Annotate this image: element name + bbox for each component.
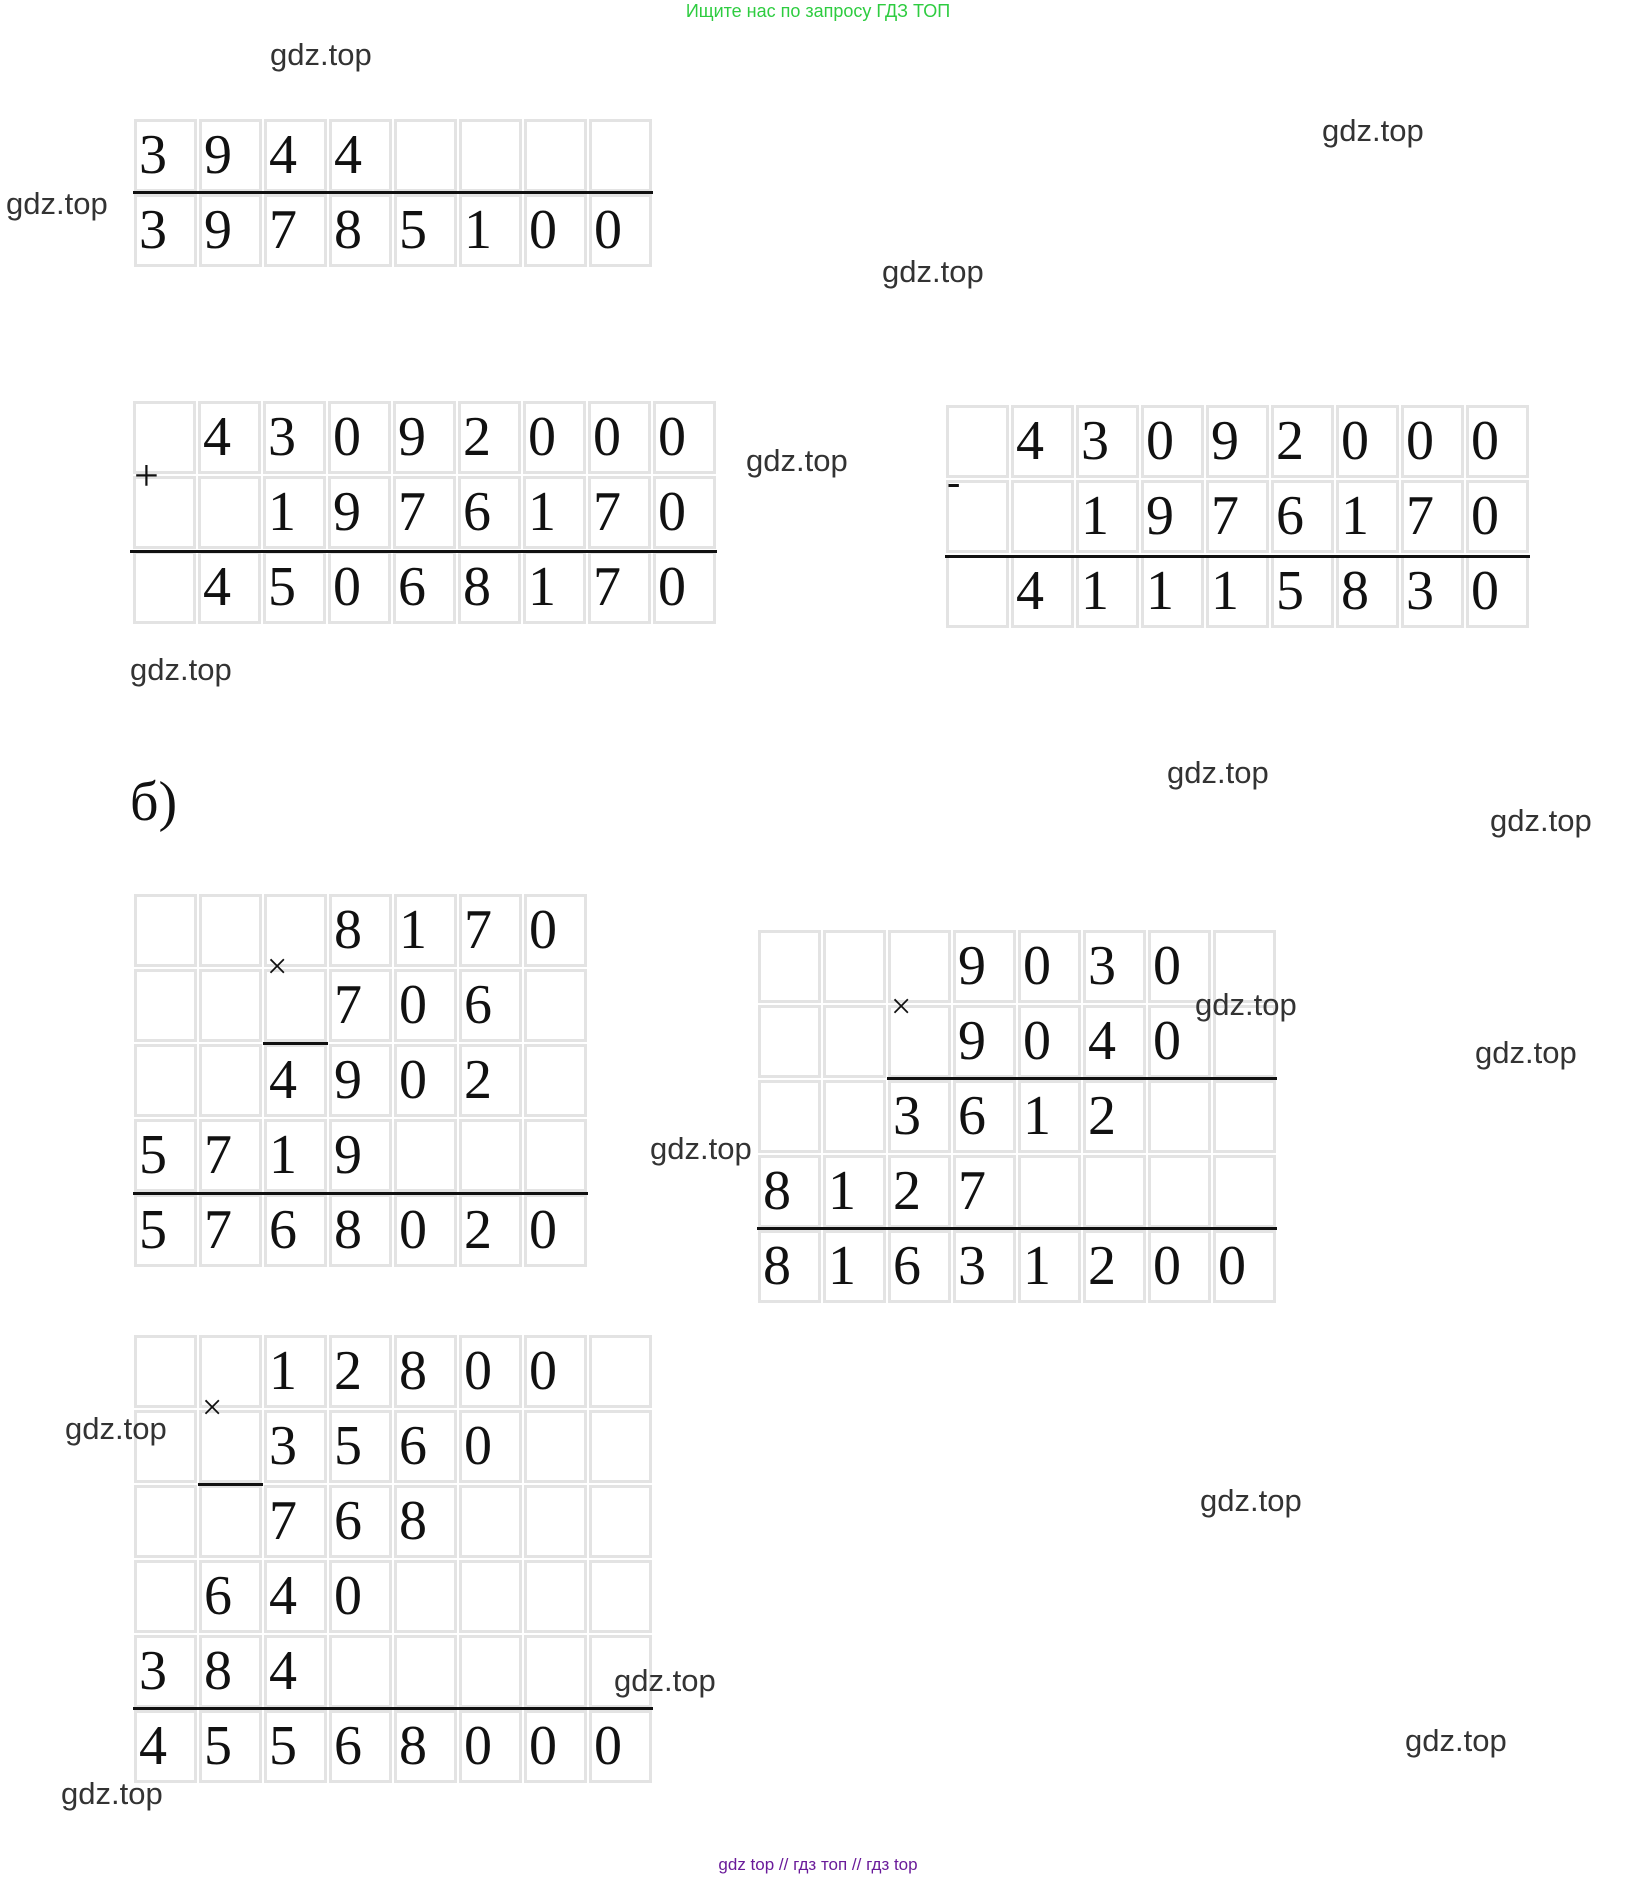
- digit-cell: 9: [393, 401, 456, 474]
- digit-cell: 0: [1213, 1230, 1276, 1303]
- digit-cell: 0: [1148, 1005, 1211, 1078]
- digit-cell: 0: [1336, 405, 1399, 478]
- watermark: gdz.top: [1475, 1035, 1577, 1070]
- digit-cell: [823, 1080, 886, 1153]
- digit-cell: 0: [1401, 405, 1464, 478]
- digit-cell: 1: [823, 1230, 886, 1303]
- digit-cell: 9: [1141, 480, 1204, 553]
- digit-cell: 7: [199, 1194, 262, 1267]
- digit-cell: [134, 1335, 197, 1408]
- digit-cell: 4: [1011, 555, 1074, 628]
- digit-cell: [758, 1080, 821, 1153]
- digit-cell: 8: [329, 894, 392, 967]
- digit-cell: [524, 1410, 587, 1483]
- digit-cell: 8: [329, 194, 392, 267]
- digit-cell: 0: [1466, 555, 1529, 628]
- digit-cell: 4: [264, 1635, 327, 1708]
- digit-cell: 4: [198, 401, 261, 474]
- digit-cell: 6: [458, 476, 521, 549]
- digit-cell: 1: [1141, 555, 1204, 628]
- digit-cell: 0: [524, 894, 587, 967]
- watermark: gdz.top: [746, 443, 848, 478]
- digit-cell: 1: [1018, 1080, 1081, 1153]
- digit-cell: 8: [394, 1710, 457, 1783]
- digit-cell: 4: [264, 1044, 327, 1117]
- digit-cell: 0: [653, 401, 716, 474]
- digit-cell: [589, 1560, 652, 1633]
- subtraction-result-rule: [945, 555, 1530, 558]
- digit-cell: 0: [1466, 405, 1529, 478]
- digit-cell: 1: [1206, 555, 1269, 628]
- digit-cell: 1: [264, 1335, 327, 1408]
- addition-grid: [132, 400, 717, 625]
- digit-cell: 1: [394, 894, 457, 967]
- digit-cell: 9: [199, 119, 262, 192]
- digit-cell: [524, 119, 587, 192]
- digit-cell: 3: [888, 1080, 951, 1153]
- digit-cell: 4: [264, 119, 327, 192]
- digit-cell: 4: [134, 1710, 197, 1783]
- digit-cell: 5: [134, 1194, 197, 1267]
- digit-cell: 7: [588, 551, 651, 624]
- digit-cell: 4: [264, 1560, 327, 1633]
- section-b-label: б): [130, 771, 178, 833]
- digit-cell: [199, 1044, 262, 1117]
- digit-cell: 5: [134, 1119, 197, 1192]
- digit-cell: 6: [264, 1194, 327, 1267]
- multiplication-grid-2: [757, 929, 1277, 1304]
- digit-cell: 7: [264, 194, 327, 267]
- digit-cell: 6: [329, 1710, 392, 1783]
- digit-cell: 0: [524, 1710, 587, 1783]
- digit-cell: 0: [523, 401, 586, 474]
- digit-cell: 7: [1206, 480, 1269, 553]
- watermark: gdz.top: [614, 1663, 716, 1698]
- digit-cell: 2: [1083, 1230, 1146, 1303]
- digit-cell: [524, 1119, 587, 1192]
- digit-cell: [524, 1560, 587, 1633]
- digit-cell: [134, 1485, 197, 1558]
- watermark: gdz.top: [1200, 1483, 1302, 1518]
- digit-cell: 0: [394, 1044, 457, 1117]
- times-sign-2: ×: [891, 986, 912, 1026]
- digit-cell: 0: [459, 1410, 522, 1483]
- mult2-product-rule: [887, 1077, 1277, 1080]
- digit-cell: [198, 476, 261, 549]
- digit-cell: [524, 969, 587, 1042]
- digit-cell: [758, 1005, 821, 1078]
- addition-result-rule: [130, 550, 717, 553]
- digit-cell: 9: [953, 1005, 1016, 1078]
- digit-cell: 0: [589, 194, 652, 267]
- digit-cell: 4: [329, 119, 392, 192]
- watermark: gdz.top: [1322, 113, 1424, 148]
- digit-cell: [1213, 1080, 1276, 1153]
- digit-cell: 1: [1076, 480, 1139, 553]
- digit-cell: [134, 1044, 197, 1117]
- digit-cell: 5: [199, 1710, 262, 1783]
- digit-cell: [199, 1485, 262, 1558]
- digit-cell: 2: [459, 1044, 522, 1117]
- watermark: gdz.top: [130, 652, 232, 687]
- digit-cell: 1: [523, 551, 586, 624]
- digit-cell: 1: [1336, 480, 1399, 553]
- digit-cell: 0: [394, 1194, 457, 1267]
- digit-cell: 0: [1148, 930, 1211, 1003]
- digit-cell: 1: [459, 194, 522, 267]
- digit-cell: [589, 119, 652, 192]
- digit-cell: 5: [263, 551, 326, 624]
- digit-cell: 1: [264, 1119, 327, 1192]
- plus-sign: +: [134, 451, 159, 500]
- watermark: gdz.top: [650, 1131, 752, 1166]
- digit-cell: 2: [1271, 405, 1334, 478]
- digit-cell: [524, 1635, 587, 1708]
- watermark: gdz.top: [61, 1776, 163, 1811]
- digit-cell: [459, 119, 522, 192]
- digit-cell: 6: [1271, 480, 1334, 553]
- digit-cell: 3: [134, 1635, 197, 1708]
- digit-cell: 0: [1148, 1230, 1211, 1303]
- digit-cell: 8: [1336, 555, 1399, 628]
- digit-cell: [394, 1560, 457, 1633]
- mult1-operator-rule: [263, 1042, 328, 1045]
- times-sign-1: ×: [267, 946, 288, 986]
- digit-cell: 0: [1466, 480, 1529, 553]
- digit-cell: [1083, 1155, 1146, 1228]
- digit-cell: [1213, 1155, 1276, 1228]
- watermark: gdz.top: [1490, 803, 1592, 838]
- digit-cell: 6: [888, 1230, 951, 1303]
- digit-cell: [394, 1635, 457, 1708]
- digit-cell: 0: [329, 1560, 392, 1633]
- digit-cell: 9: [199, 194, 262, 267]
- digit-cell: [1011, 480, 1074, 553]
- mult3-result-rule: [133, 1707, 653, 1710]
- digit-cell: 8: [199, 1635, 262, 1708]
- digit-cell: 4: [1083, 1005, 1146, 1078]
- digit-cell: 3: [134, 194, 197, 267]
- digit-cell: [459, 1635, 522, 1708]
- mult3-operator-rule: [198, 1483, 263, 1486]
- digit-cell: 5: [394, 194, 457, 267]
- mult2-result-rule: [757, 1227, 1277, 1230]
- subtraction-grid: [945, 404, 1530, 629]
- digit-cell: [524, 1485, 587, 1558]
- watermark: gdz.top: [270, 37, 372, 72]
- footer-note: gdz top // гдз топ // гдз top: [718, 1855, 918, 1874]
- digit-cell: 7: [329, 969, 392, 1042]
- digit-cell: 8: [758, 1155, 821, 1228]
- digit-cell: [394, 1119, 457, 1192]
- digit-cell: 9: [329, 1044, 392, 1117]
- digit-cell: 0: [588, 401, 651, 474]
- digit-cell: [134, 969, 197, 1042]
- digit-cell: 1: [523, 476, 586, 549]
- digit-cell: 1: [1076, 555, 1139, 628]
- digit-cell: 7: [459, 894, 522, 967]
- digit-cell: 0: [328, 401, 391, 474]
- digit-cell: 9: [1206, 405, 1269, 478]
- header-note: Ищите нас по запросу ГДЗ ТОП: [685, 1, 951, 21]
- digit-cell: 0: [328, 551, 391, 624]
- digit-cell: 1: [263, 476, 326, 549]
- digit-cell: 9: [328, 476, 391, 549]
- division-rule: [133, 191, 653, 194]
- mult1-result-rule: [133, 1192, 588, 1195]
- digit-cell: 4: [198, 551, 261, 624]
- digit-cell: 6: [459, 969, 522, 1042]
- digit-cell: 3: [1076, 405, 1139, 478]
- digit-cell: 3: [263, 401, 326, 474]
- digit-cell: 0: [589, 1710, 652, 1783]
- watermark: gdz.top: [65, 1411, 167, 1446]
- times-sign-3: ×: [202, 1387, 223, 1427]
- digit-cell: 7: [264, 1485, 327, 1558]
- digit-cell: 0: [394, 969, 457, 1042]
- digit-cell: [329, 1635, 392, 1708]
- digit-cell: 0: [1141, 405, 1204, 478]
- digit-cell: 2: [888, 1155, 951, 1228]
- watermark: gdz.top: [6, 186, 108, 221]
- digit-cell: 6: [199, 1560, 262, 1633]
- digit-cell: 8: [458, 551, 521, 624]
- digit-cell: 7: [199, 1119, 262, 1192]
- digit-cell: 0: [524, 194, 587, 267]
- watermark: gdz.top: [1405, 1723, 1507, 1758]
- digit-cell: 7: [588, 476, 651, 549]
- digit-cell: [134, 894, 197, 967]
- digit-cell: 0: [1018, 1005, 1081, 1078]
- digit-cell: [758, 930, 821, 1003]
- digit-cell: 3: [264, 1410, 327, 1483]
- digit-cell: 7: [393, 476, 456, 549]
- minus-sign: -: [947, 459, 961, 504]
- watermark: gdz.top: [1167, 755, 1269, 790]
- digit-cell: [394, 119, 457, 192]
- watermark: gdz.top: [1195, 987, 1297, 1022]
- digit-cell: [459, 1485, 522, 1558]
- digit-cell: 6: [393, 551, 456, 624]
- digit-cell: 7: [1401, 480, 1464, 553]
- digit-cell: 0: [653, 476, 716, 549]
- digit-cell: [1018, 1155, 1081, 1228]
- digit-cell: 0: [459, 1710, 522, 1783]
- digit-cell: 5: [329, 1410, 392, 1483]
- digit-cell: 1: [823, 1155, 886, 1228]
- digit-cell: [199, 969, 262, 1042]
- digit-cell: [459, 1560, 522, 1633]
- multiplication-grid-1: [133, 893, 588, 1268]
- digit-cell: [199, 894, 262, 967]
- digit-cell: 3: [1083, 930, 1146, 1003]
- digit-cell: [823, 1005, 886, 1078]
- digit-cell: 2: [458, 401, 521, 474]
- digit-cell: 4: [1011, 405, 1074, 478]
- digit-cell: [589, 1485, 652, 1558]
- digit-cell: 0: [459, 1335, 522, 1408]
- digit-cell: 3: [953, 1230, 1016, 1303]
- digit-cell: 0: [653, 551, 716, 624]
- watermark: gdz.top: [882, 254, 984, 289]
- digit-cell: 8: [758, 1230, 821, 1303]
- digit-cell: 1: [1018, 1230, 1081, 1303]
- digit-cell: [133, 551, 196, 624]
- digit-cell: [524, 1044, 587, 1117]
- digit-cell: 8: [394, 1335, 457, 1408]
- digit-cell: 3: [134, 119, 197, 192]
- digit-cell: 2: [1083, 1080, 1146, 1153]
- digit-cell: 0: [524, 1335, 587, 1408]
- digit-cell: 3: [1401, 555, 1464, 628]
- digit-cell: 0: [1018, 930, 1081, 1003]
- digit-cell: 5: [1271, 555, 1334, 628]
- digit-cell: 9: [953, 930, 1016, 1003]
- digit-cell: [1148, 1155, 1211, 1228]
- digit-cell: [134, 1560, 197, 1633]
- digit-cell: [1148, 1080, 1211, 1153]
- digit-cell: 6: [329, 1485, 392, 1558]
- digit-cell: 6: [953, 1080, 1016, 1153]
- digit-cell: 2: [329, 1335, 392, 1408]
- digit-cell: [589, 1410, 652, 1483]
- digit-cell: 8: [329, 1194, 392, 1267]
- digit-cell: 2: [459, 1194, 522, 1267]
- digit-cell: 5: [264, 1710, 327, 1783]
- digit-cell: [946, 555, 1009, 628]
- digit-cell: 7: [953, 1155, 1016, 1228]
- digit-cell: 6: [394, 1410, 457, 1483]
- digit-cell: 0: [524, 1194, 587, 1267]
- digit-cell: 8: [394, 1485, 457, 1558]
- digit-cell: [459, 1119, 522, 1192]
- digit-cell: [823, 930, 886, 1003]
- digit-cell: [589, 1335, 652, 1408]
- digit-cell: 9: [329, 1119, 392, 1192]
